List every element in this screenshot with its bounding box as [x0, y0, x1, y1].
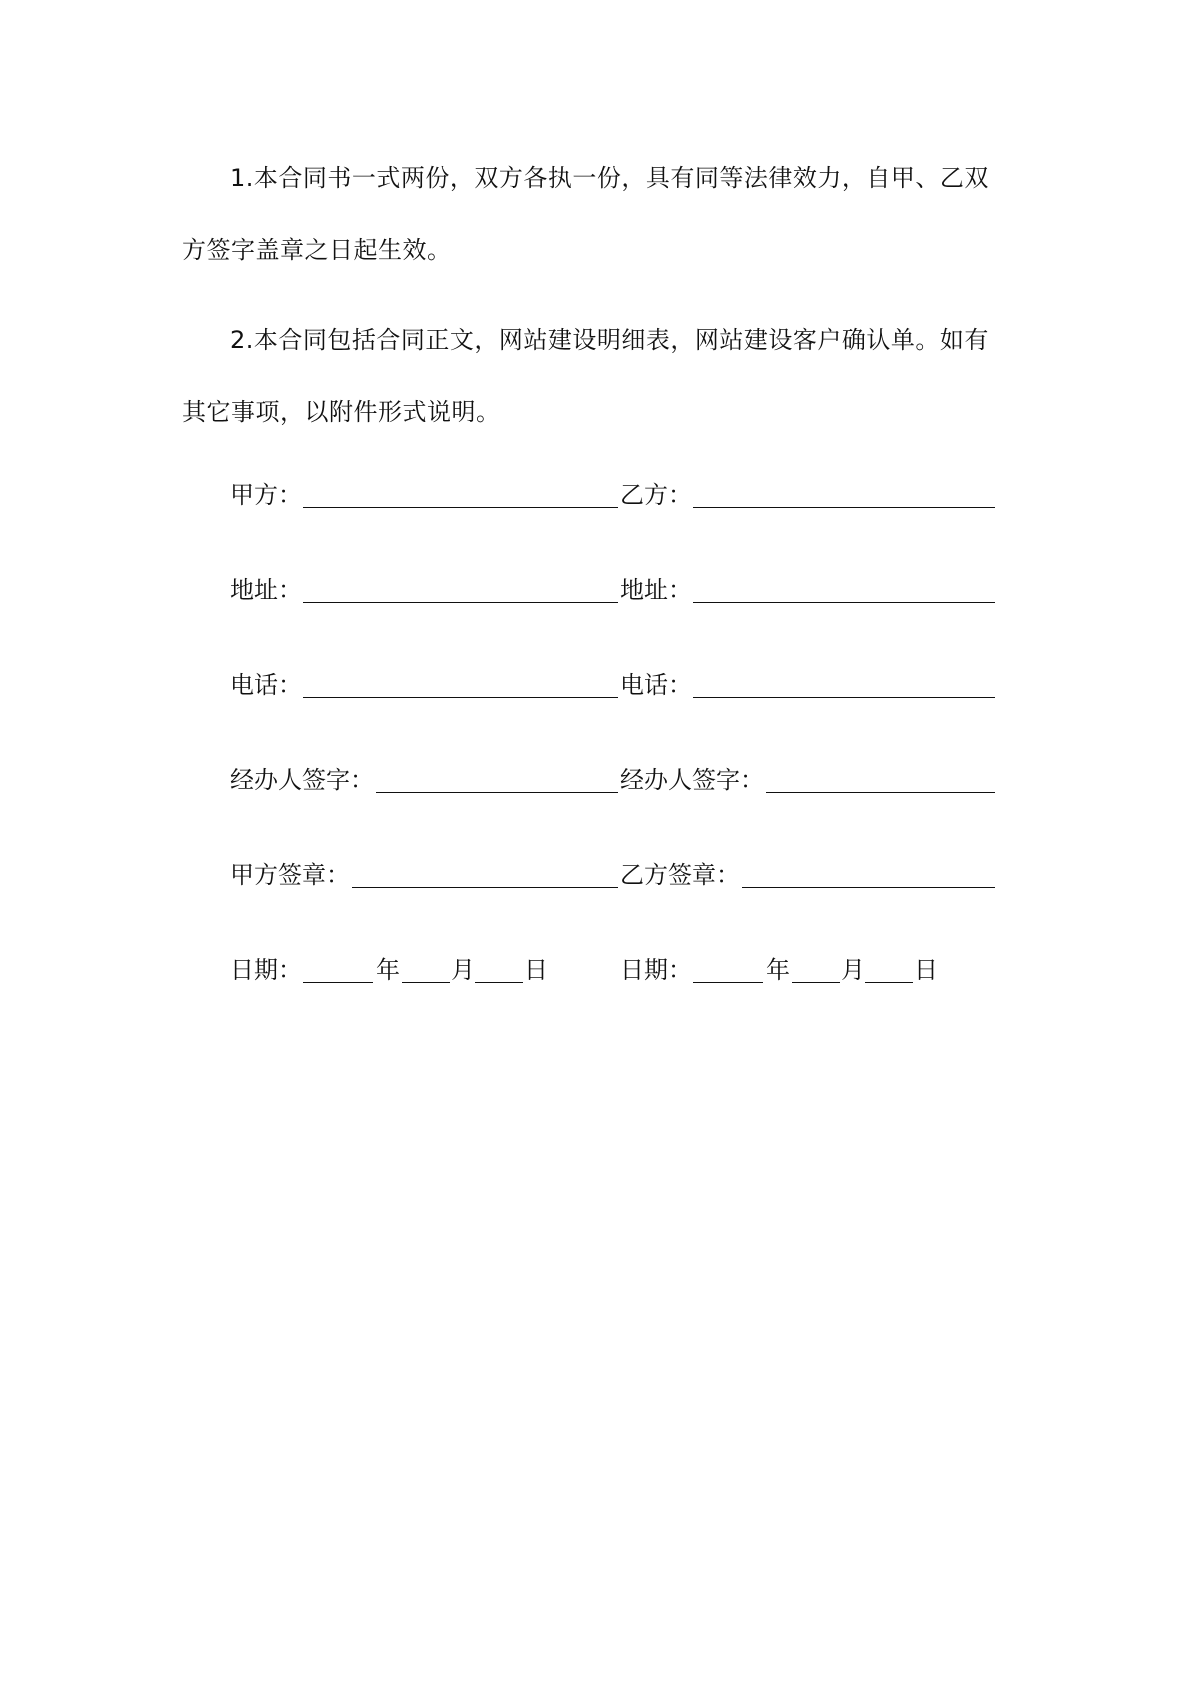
party-a-seal-field — [230, 855, 620, 895]
party-b-month-blank — [792, 982, 840, 983]
party-b-year-blank — [693, 982, 763, 983]
party-b-phone-field — [620, 665, 1000, 705]
party-a-date-label: 日期： — [230, 956, 302, 984]
party-b-address-field — [620, 570, 1000, 610]
party-b-seal-label: 乙方签章： — [620, 861, 740, 889]
party-name-row — [230, 475, 1000, 515]
party-b-seal-blank — [742, 887, 995, 888]
clause-1: 1.本合同书一式两份，双方各执一份，具有同等法律效力，自甲、乙双方签字盖章之日起生效。 — [182, 164, 989, 264]
party-a-name-field — [230, 475, 620, 515]
party-b-date-label: 日期： — [620, 956, 692, 984]
party-b-name-label: 乙方： — [620, 481, 692, 509]
party-a-address-blank — [303, 602, 618, 603]
party-a-handler-label: 经办人签字： — [230, 766, 374, 794]
party-a-handler-field — [230, 760, 620, 800]
party-b-phone-blank — [693, 697, 995, 698]
party-a-year-blank — [303, 982, 373, 983]
party-a-day-blank — [475, 982, 523, 983]
address-row — [230, 570, 1000, 610]
party-b-date-field — [620, 950, 1000, 990]
clause-2: 2.本合同包括合同正文，网站建设明细表，网站建设客户确认单。如有其它事项，以附件形式说明。 — [182, 326, 989, 426]
party-b-name-field — [620, 475, 1000, 515]
party-a-name-blank — [303, 507, 618, 508]
party-b-phone-label: 电话： — [620, 671, 692, 699]
party-b-handler-label: 经办人签字： — [620, 766, 764, 794]
party-b-name-blank — [693, 507, 995, 508]
party-b-day-label: 日 — [914, 956, 938, 984]
party-b-month-label: 月 — [841, 956, 865, 984]
party-b-address-blank — [693, 602, 995, 603]
seal-row — [230, 855, 1000, 895]
party-b-handler-blank — [766, 792, 995, 793]
party-a-seal-blank — [352, 887, 618, 888]
party-a-month-label: 月 — [451, 956, 475, 984]
party-b-seal-field — [620, 855, 1000, 895]
party-b-handler-field — [620, 760, 1000, 800]
party-a-day-label: 日 — [524, 956, 548, 984]
party-b-day-blank — [865, 982, 913, 983]
party-a-month-blank — [402, 982, 450, 983]
party-a-name-label: 甲方： — [230, 481, 302, 509]
date-row — [230, 950, 1000, 990]
party-a-address-label: 地址： — [230, 576, 302, 604]
handler-row — [230, 760, 1000, 800]
party-a-seal-label: 甲方签章： — [230, 861, 350, 889]
party-a-date-field — [230, 950, 620, 990]
party-b-year-label: 年 — [766, 956, 790, 984]
party-a-year-label: 年 — [376, 956, 400, 984]
party-b-address-label: 地址： — [620, 576, 692, 604]
phone-row — [230, 665, 1000, 705]
party-a-handler-blank — [376, 792, 618, 793]
party-a-phone-field — [230, 665, 620, 705]
party-a-address-field — [230, 570, 620, 610]
party-a-phone-label: 电话： — [230, 671, 302, 699]
party-a-phone-blank — [303, 697, 618, 698]
